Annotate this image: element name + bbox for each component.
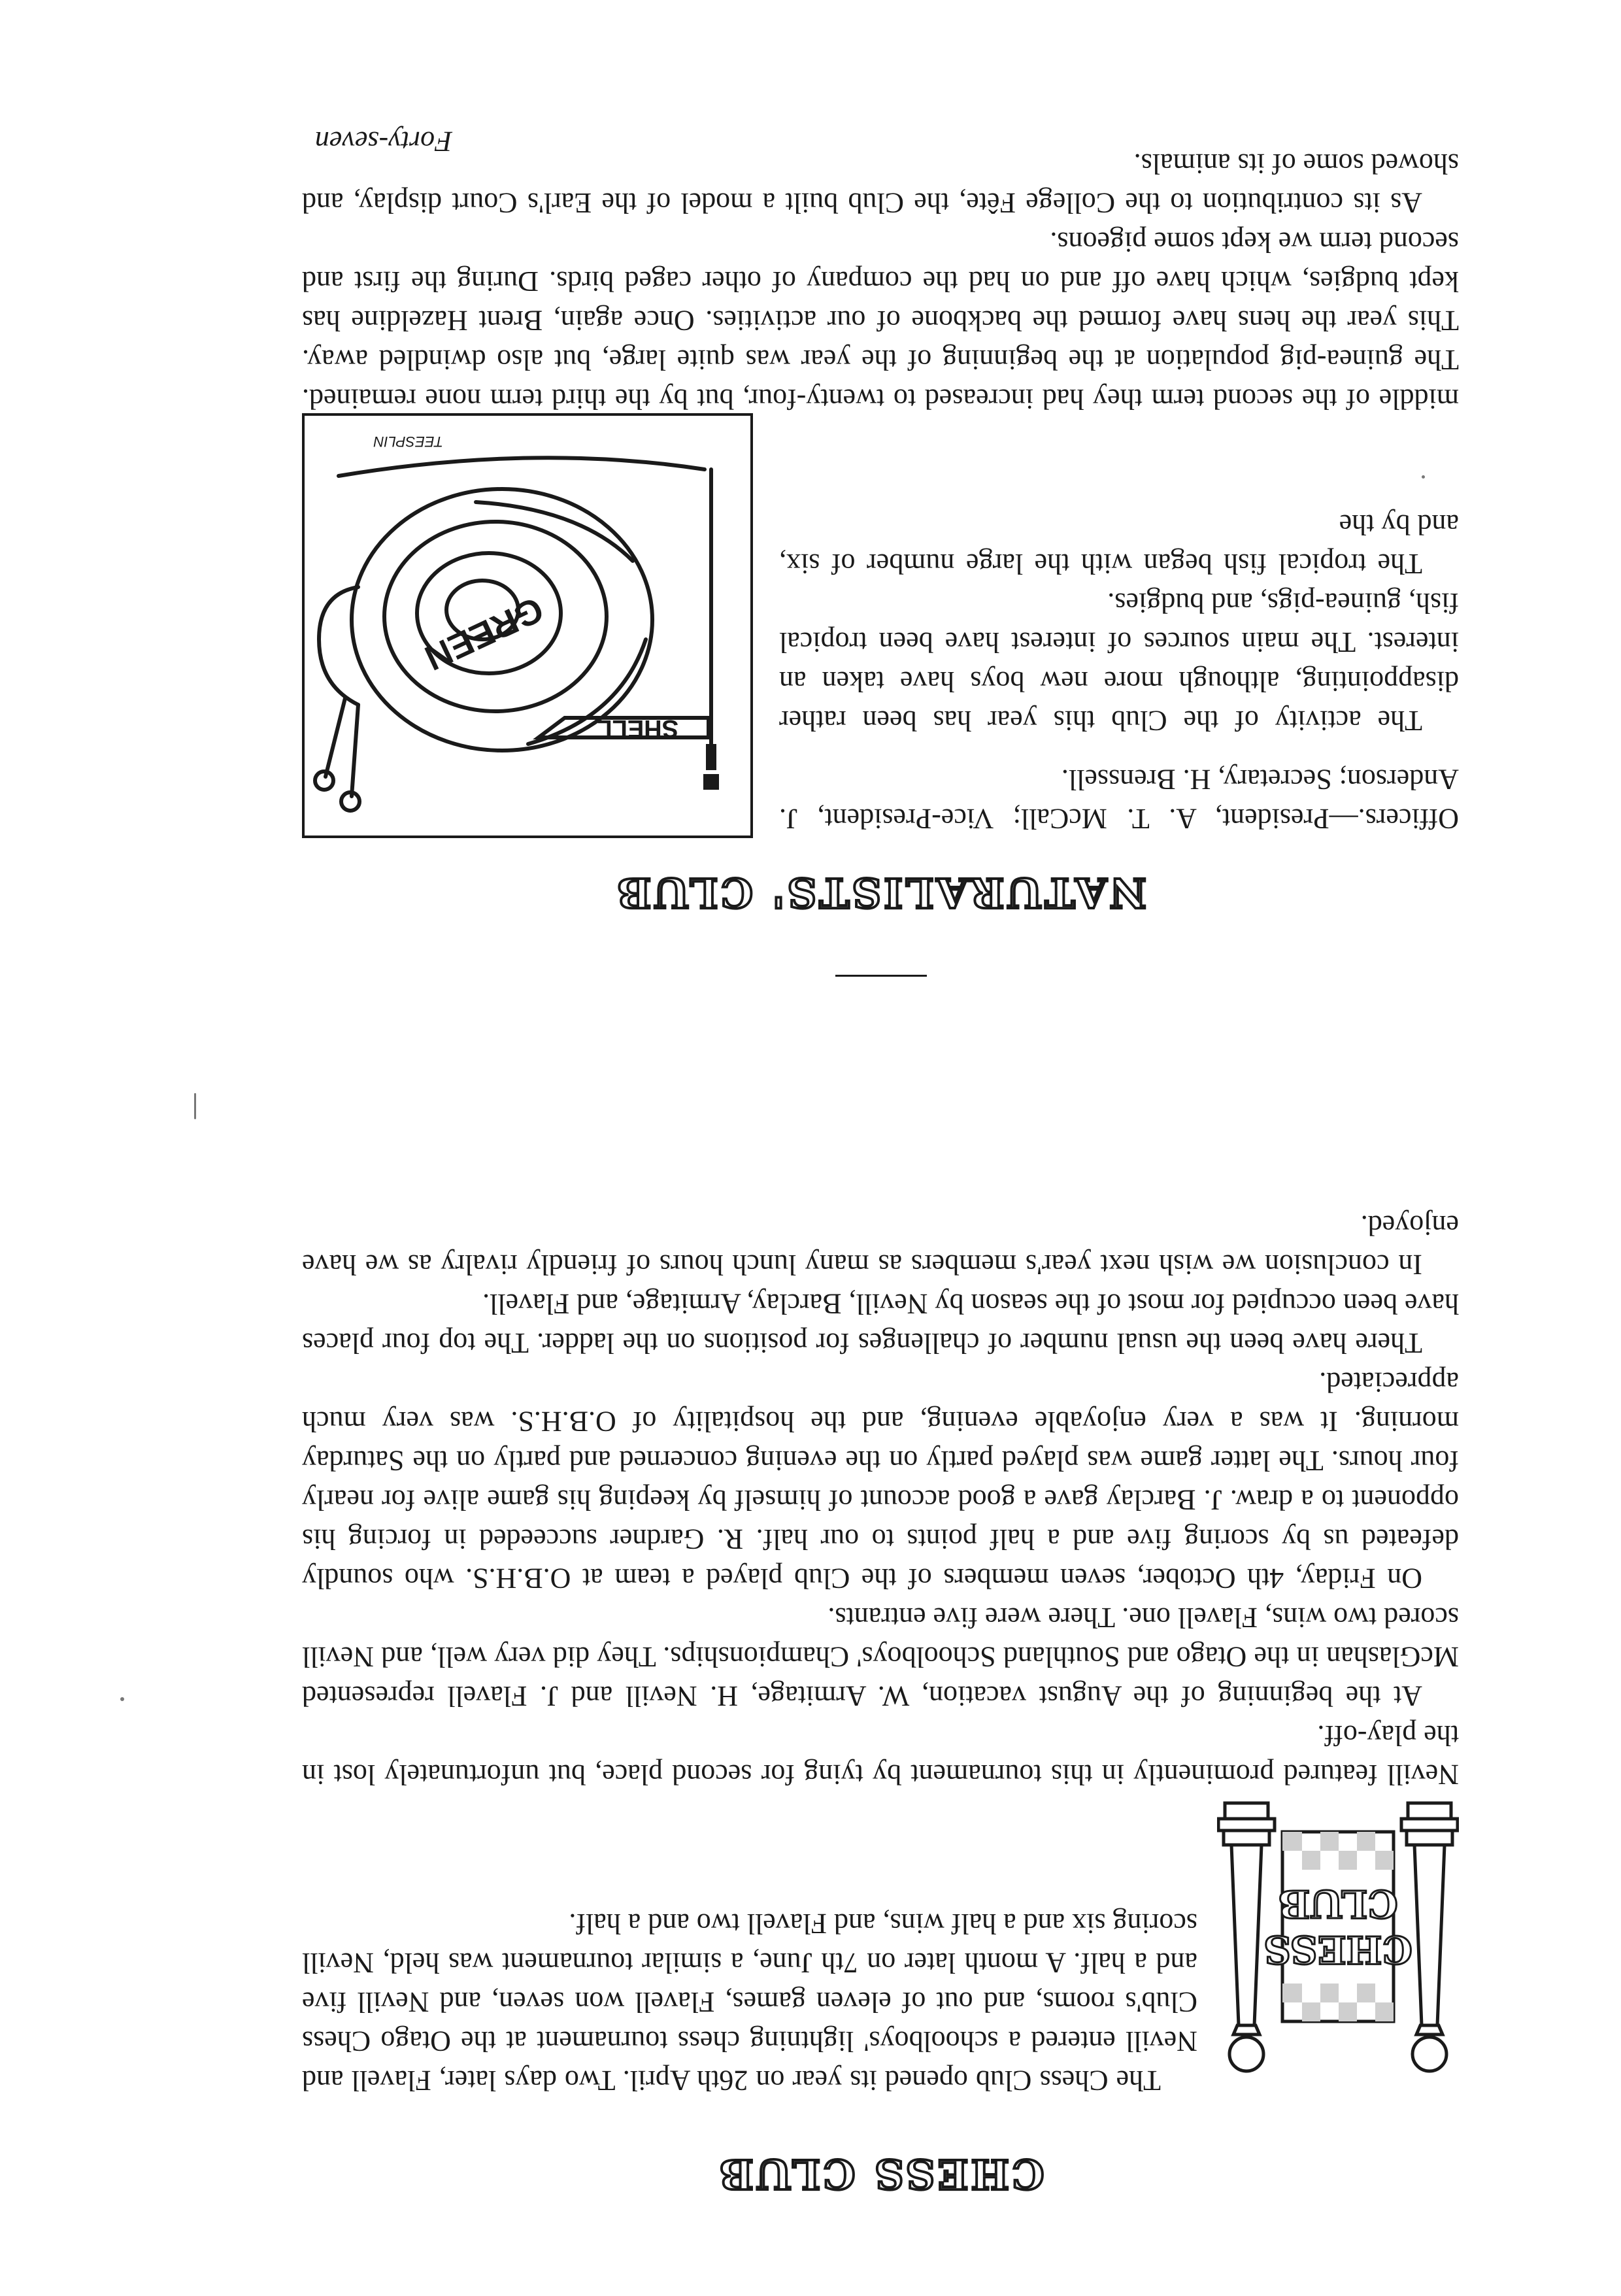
naturalists-body: [302, 144, 1459, 418]
chess-body: [302, 1206, 1459, 1794]
naturalists-club-title: NATURALISTS' CLUB: [614, 869, 1147, 917]
scan-speck: [120, 1697, 124, 1701]
chess-club-heading: [302, 2150, 1459, 2198]
chess-paragraph: On Friday, 4th October, seven members of the Club played a team at O.B.H.S. who soundly defeated us by scoring five and a half points to our half. R. Gardner succeeded in forcing his opponent to a draw. J. Barclay gave a good account of himself by keeping his game alive for nearly four hours. The latter game was played partly on the evening concerned and partly on the Saturday morning. It was a very enjoyable evening, and the hospitality of O.B.H.S. was very much appreciated.: [302, 1366, 1459, 1595]
flag-label: SHELL: [597, 715, 678, 742]
artist-signature: TEESPLIN: [373, 433, 443, 450]
scan-speck: [194, 1093, 196, 1119]
chess-pawns-icon: [1217, 1773, 1459, 2093]
chess-club-title: CHESS CLUB: [716, 2150, 1044, 2198]
naturalists-paragraph: The activity of the Club this year has been rather disappointing, although more new boys have taken an interest. The main sources of interest have been tropical fish, guinea-pigs, and budgies.: [779, 587, 1459, 737]
naturalists-paragraph: As its contribution to the College Fête, the Club built a model of the Earl's Court display, and showed some of its animals.: [302, 148, 1459, 219]
section-divider: [835, 975, 927, 977]
chess-wrap-text: [302, 1904, 1197, 2100]
emblem-text-2: CLUB: [1278, 1882, 1398, 1926]
naturalists-club-heading: [302, 869, 1459, 917]
chess-paragraph: Nevill featured prominently in this tournament by tying for second place, but unfortunately lost in the play-off.: [302, 1719, 1459, 1791]
naturalists-wrap-text: [779, 505, 1459, 838]
page-number: Forty-seven: [314, 126, 452, 158]
chess-paragraph: In conclusion we wish next year's members as many lunch hours of friendly rivalry as we have enjoyed.: [302, 1209, 1459, 1281]
chess-club-emblem: [1217, 1773, 1459, 2093]
scan-speck: [1422, 475, 1425, 479]
chess-paragraph: At the beginning of the August vacation, W. Armitage, H. Nevill and J. Flavell represented McGlashan in the Otago and Southland Schoolboys' Championships. They did very well, and Nevill scored two wins, Flavell one. There were five entrants.: [302, 1602, 1459, 1712]
naturalists-paragraph: The tropical fish began with the large number of six, and by the: [779, 509, 1459, 580]
emblem-text-1: CHESS: [1263, 1927, 1412, 1972]
shell-label: GREEN: [418, 589, 550, 678]
chess-paragraph: There have been the usual number of challenges for positions on the ladder. The top four places have been occupied for most of the season by Nevill, Barclay, Armitage, and Flavell.: [302, 1288, 1459, 1359]
naturalists-paragraph: Officers.—President, A. T. McCall; Vice-President, J. Anderson; Secretary, H. Brenssell.: [779, 764, 1459, 835]
snail-illustration: [302, 413, 753, 838]
naturalists-paragraph: middle of the second term they had increased to twenty-four, but by the third term none remained. The guinea-pig population at the beginning of the year was quite large, but also dwindled away. This year the hens have formed the backbone of our activities. Once again, Brent Hazeldine has kept budgies, which have off and on had the company of other caged birds. During the first and second term we kept some pigeons.: [302, 226, 1459, 415]
snail-cartoon-icon: [305, 416, 750, 836]
chess-paragraph: The Chess Club opened its year on 26th April. Two days later, Flavell and Nevill entered a schoolboys' lightning chess tournament at the Otago Chess Club's rooms, and out of eleven games, Flavell won seven, and Nevill five and a half. A month later on 7th June, a similar tournament was held, Nevill scoring six and a half wins, and Flavell two and a half.: [302, 1908, 1197, 2097]
